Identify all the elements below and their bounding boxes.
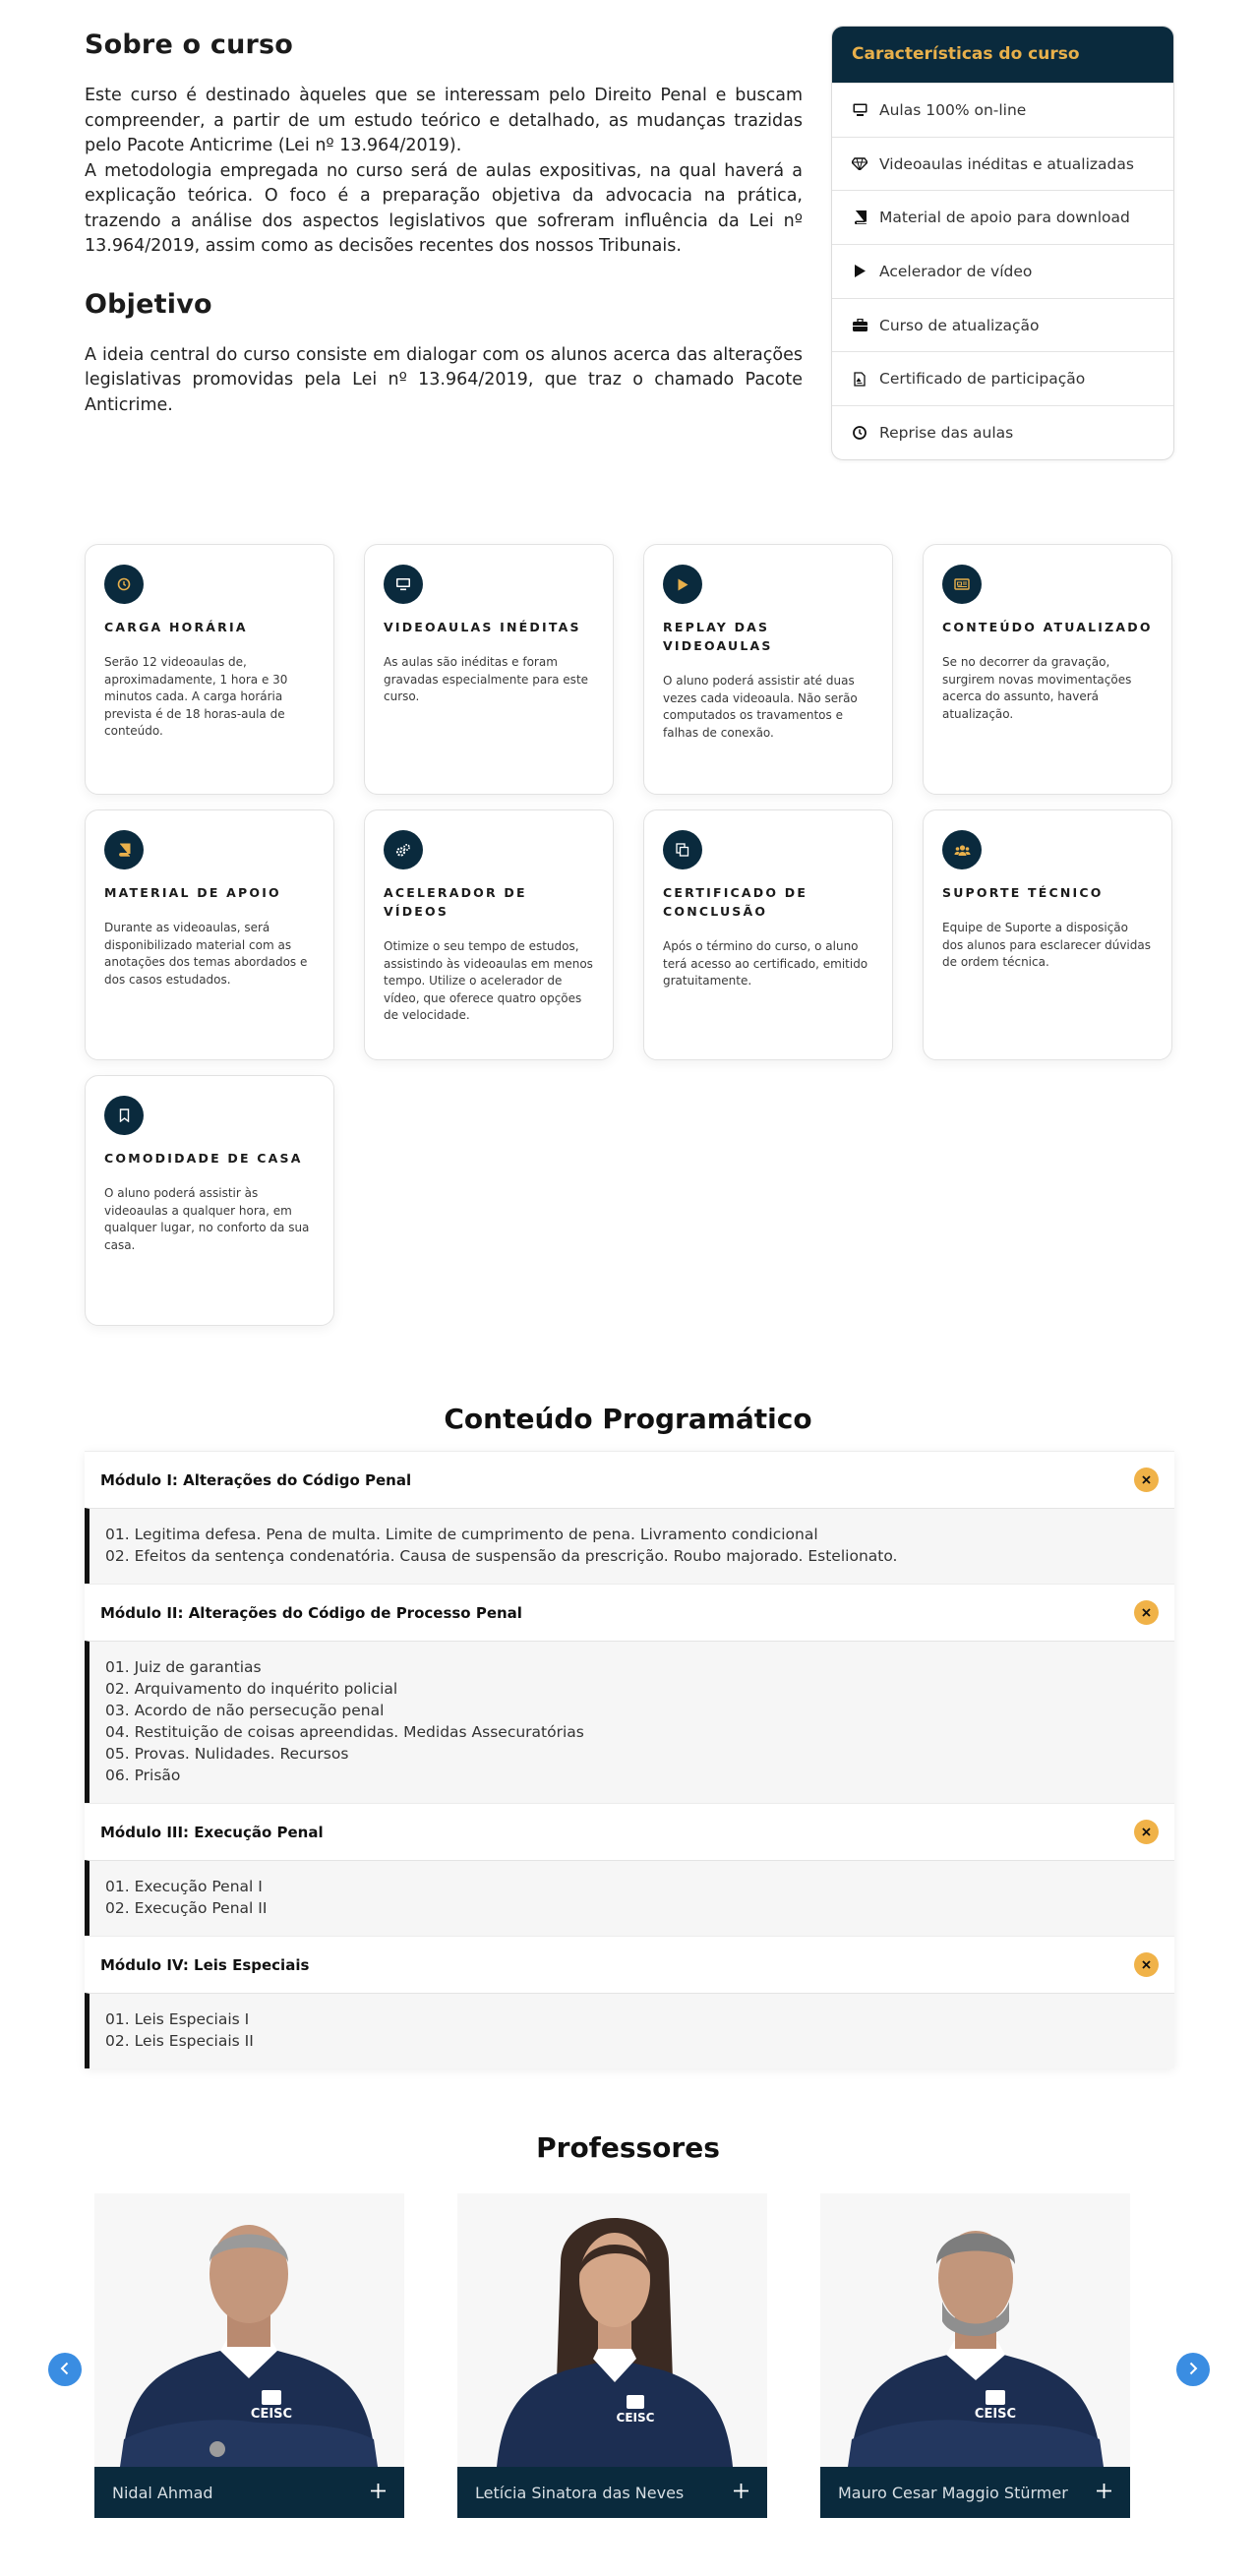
card-suporte-tecnico bbox=[923, 809, 1172, 1060]
card-text: O aluno poderá assistir até duas vezes cada videoaula. Não serão computados os travamentos e falhas de conexão. bbox=[663, 674, 858, 740]
card-certificado bbox=[643, 809, 893, 1060]
professor-name: Letícia Sinatora das Neves bbox=[475, 2483, 685, 2502]
plus-icon[interactable] bbox=[733, 2483, 749, 2503]
module-item: 01. Juiz de garantias bbox=[105, 1658, 262, 1676]
objective-text: A ideia central do curso consiste em dialogar com os alunos acerca das alterações legislativas promovidas pela Lei nº 13.964/2019, que traz o chamado Pacote Anticrime. bbox=[85, 344, 803, 415]
shirt-logo: CEISC bbox=[974, 2407, 1017, 2422]
card-comodidade bbox=[85, 1075, 334, 1326]
feature-item bbox=[832, 244, 1173, 298]
module-item: 02. Arquivamento do inquérito policial bbox=[105, 1680, 398, 1698]
module-title: Módulo I: Alterações do Código Penal bbox=[100, 1470, 412, 1489]
certificate-file-icon bbox=[852, 371, 867, 387]
carousel-prev-button[interactable] bbox=[48, 2353, 82, 2386]
shirt-logo: CEISC bbox=[250, 2407, 293, 2422]
clock-icon bbox=[104, 565, 144, 604]
card-text: Serão 12 videoaulas de, aproximadamente, 1 hora e 30 minutos cada. A carga horária prevista é de 18 horas-aula de conteúdo. bbox=[104, 655, 288, 738]
card-title: REPLAY DAS VIDEOAULAS bbox=[663, 620, 773, 653]
feature-item bbox=[832, 83, 1173, 137]
module-header[interactable] bbox=[85, 1803, 1174, 1860]
card-material-de-apoio bbox=[85, 809, 334, 1060]
monitor-icon bbox=[852, 102, 867, 118]
module-title: Módulo II: Alterações do Código de Processo Penal bbox=[100, 1603, 522, 1622]
gears-icon bbox=[384, 830, 423, 869]
card-title: ACELERADOR DE VÍDEOS bbox=[384, 885, 527, 919]
professor-name-bar[interactable] bbox=[94, 2467, 404, 2518]
feature-item bbox=[832, 137, 1173, 191]
feature-label: Acelerador de vídeo bbox=[879, 262, 1033, 280]
shirt-logo: CEISC bbox=[616, 2411, 655, 2425]
card-title: MATERIAL DE APOIO bbox=[104, 885, 281, 900]
module-title: Módulo IV: Leis Especiais bbox=[100, 1955, 310, 1974]
clock-icon bbox=[852, 425, 867, 441]
objective-title: Objetivo bbox=[85, 288, 212, 320]
card-title: SUPORTE TÉCNICO bbox=[942, 885, 1104, 900]
about-paragraph-2: A metodologia empregada no curso será de aulas expositivas, na qual haverá a explicação teórica. O foco é a preparação objetiva da advocacia na prática, trazendo a análise dos aspectos legislativos que sofreram influência da Lei nº 13.964/2019, assim como as decisões recentes dos nossos Tribunais. bbox=[85, 160, 803, 256]
diamond-icon bbox=[852, 156, 867, 172]
module-header[interactable] bbox=[85, 1936, 1174, 1993]
close-icon[interactable] bbox=[1134, 1468, 1159, 1492]
feature-item bbox=[832, 405, 1173, 459]
features-title: Características do curso bbox=[832, 27, 1173, 83]
copy-icon bbox=[663, 830, 702, 869]
chevron-right-icon bbox=[1187, 2361, 1199, 2379]
card-text: Otimize o seu tempo de estudos, assistindo às videoaulas em menos tempo. Utilize o acelerador de vídeo, que oferece quatro opções de velocidade. bbox=[384, 939, 593, 1022]
program-title: Conteúdo Programático bbox=[444, 1403, 812, 1435]
module-content bbox=[85, 1993, 1174, 2068]
monitor-icon bbox=[384, 565, 423, 604]
feature-label: Reprise das aulas bbox=[879, 423, 1014, 442]
module-content bbox=[85, 1508, 1174, 1584]
plus-icon[interactable] bbox=[370, 2483, 387, 2503]
card-text: As aulas são inéditas e foram gravadas especialmente para este curso. bbox=[384, 655, 589, 703]
module-item: 01. Legitima defesa. Pena de multa. Limite de cumprimento de pena. Livramento condicional bbox=[105, 1526, 818, 1543]
program-accordion bbox=[85, 1451, 1174, 2068]
module-item: 03. Acordo de não persecução penal bbox=[105, 1702, 385, 1719]
card-text: Durante as videoaulas, será disponibilizado material com as anotações dos temas abordados e dos casos estudados. bbox=[104, 921, 308, 987]
feature-item bbox=[832, 351, 1173, 405]
module-item: 05. Provas. Nulidades. Recursos bbox=[105, 1745, 349, 1763]
module-item: 02. Leis Especiais II bbox=[105, 2032, 254, 2050]
professor-card bbox=[94, 2193, 404, 2518]
play-icon bbox=[663, 565, 702, 604]
card-title: COMODIDADE DE CASA bbox=[104, 1151, 303, 1166]
feature-label: Videoaulas inéditas e atualizadas bbox=[879, 154, 1134, 173]
book-icon bbox=[852, 210, 867, 225]
feature-label: Material de apoio para download bbox=[879, 209, 1130, 227]
professor-card bbox=[457, 2193, 767, 2518]
card-conteudo-atualizado bbox=[923, 544, 1172, 795]
module-title: Módulo III: Execução Penal bbox=[100, 1823, 324, 1841]
card-text: O aluno poderá assistir às videoaulas a qualquer hora, em qualquer lugar, no conforto da sua casa. bbox=[104, 1186, 310, 1252]
close-icon[interactable] bbox=[1134, 1952, 1159, 1977]
professor-name: Nidal Ahmad bbox=[112, 2483, 213, 2502]
book-icon bbox=[104, 830, 144, 869]
professor-name-bar[interactable] bbox=[820, 2467, 1130, 2518]
feature-item bbox=[832, 190, 1173, 244]
professor-name-bar[interactable] bbox=[457, 2467, 767, 2518]
module-content bbox=[85, 1641, 1174, 1803]
carousel-next-button[interactable] bbox=[1176, 2353, 1210, 2386]
course-features-panel bbox=[831, 26, 1174, 460]
users-icon bbox=[942, 830, 982, 869]
professor-card bbox=[820, 2193, 1130, 2518]
professor-name: Mauro Cesar Maggio Stürmer bbox=[838, 2483, 1068, 2502]
about-paragraph-1: Este curso é destinado àqueles que se interessam pelo Direito Penal e buscam compreender, a partir de um estudo teórico e detalhado, as mudanças trazidas pelo Pacote Anticrime (Lei nº 13.964/2019). bbox=[85, 86, 803, 155]
chevron-left-icon bbox=[59, 2361, 71, 2379]
about-section bbox=[85, 30, 803, 418]
module-item: 06. Prisão bbox=[105, 1767, 181, 1784]
card-title: VIDEOAULAS INÉDITAS bbox=[384, 620, 581, 634]
briefcase-icon bbox=[852, 318, 867, 333]
card-title: CERTIFICADO DE CONCLUSÃO bbox=[663, 885, 808, 919]
professor-photo bbox=[94, 2193, 404, 2467]
module-header[interactable] bbox=[85, 1584, 1174, 1641]
close-icon[interactable] bbox=[1134, 1820, 1159, 1844]
about-title: Sobre o curso bbox=[85, 30, 294, 60]
card-text: Após o término do curso, o aluno terá acesso ao certificado, emitido gratuitamente. bbox=[663, 939, 868, 988]
close-icon[interactable] bbox=[1134, 1600, 1159, 1625]
feature-label: Certificado de participação bbox=[879, 370, 1086, 389]
card-acelerador bbox=[364, 809, 614, 1060]
card-replay bbox=[643, 544, 893, 795]
module-item: 01. Execução Penal I bbox=[105, 1878, 263, 1895]
card-videoaulas-ineditas bbox=[364, 544, 614, 795]
module-item: 02. Execução Penal II bbox=[105, 1899, 268, 1917]
module-item: 04. Restituição de coisas apreendidas. Medidas Assecuratórias bbox=[105, 1723, 584, 1741]
card-text: Se no decorrer da gravação, surgirem novas movimentações acerca do assunto, haverá atualização. bbox=[942, 655, 1132, 721]
newspaper-icon bbox=[942, 565, 982, 604]
professor-photo bbox=[820, 2193, 1130, 2467]
card-title: CONTEÚDO ATUALIZADO bbox=[942, 620, 1153, 634]
module-header[interactable] bbox=[85, 1451, 1174, 1508]
plus-icon[interactable] bbox=[1096, 2483, 1112, 2503]
module-content bbox=[85, 1860, 1174, 1936]
feature-label: Aulas 100% on-line bbox=[879, 100, 1027, 119]
professors-title: Professores bbox=[536, 2131, 720, 2164]
bookmark-icon bbox=[104, 1096, 144, 1135]
module-item: 01. Leis Especiais I bbox=[105, 2010, 250, 2028]
module-item: 02. Efeitos da sentença condenatória. Causa de suspensão da prescrição. Roubo majorado. Estelionato. bbox=[105, 1547, 898, 1565]
card-text: Equipe de Suporte a disposição dos alunos para esclarecer dúvidas de ordem técnica. bbox=[942, 921, 1151, 969]
card-carga-horaria bbox=[85, 544, 334, 795]
feature-item bbox=[832, 298, 1173, 352]
card-title: CARGA HORÁRIA bbox=[104, 620, 248, 634]
feature-label: Curso de atualização bbox=[879, 316, 1040, 334]
professor-photo bbox=[457, 2193, 767, 2467]
play-icon bbox=[852, 264, 867, 279]
